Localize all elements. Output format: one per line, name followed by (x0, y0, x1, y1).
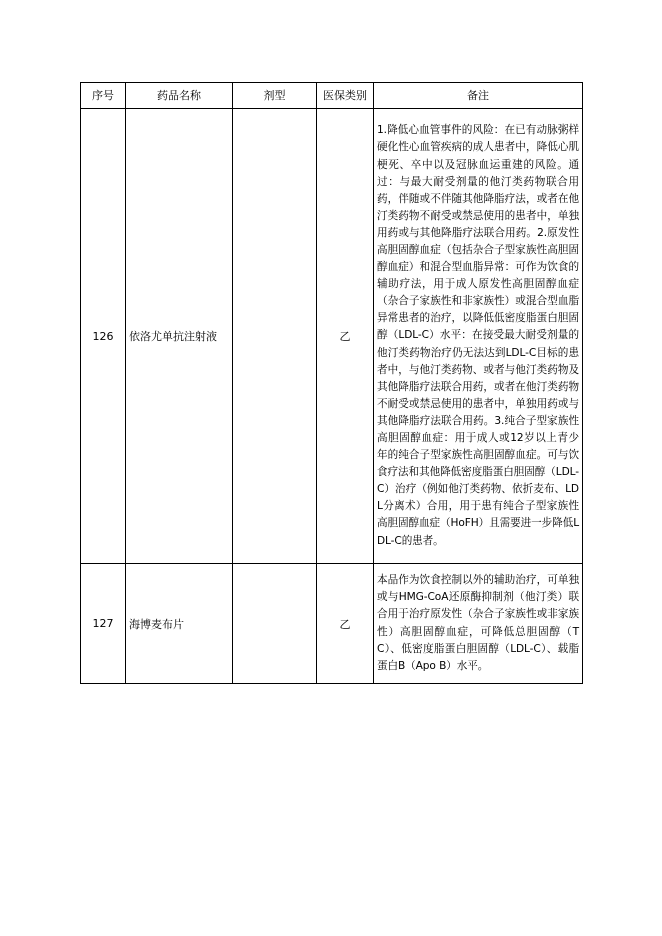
table-header-row (81, 83, 583, 109)
cell-insurance: 乙 (317, 564, 374, 684)
cell-num: 126 (81, 109, 126, 564)
cell-note: 本品作为饮食控制以外的辅助治疗，可单独或与HMG-CoA还原酶抑制剂（他汀类）联合用于治疗原发性（杂合子家族性或非家族性）高胆固醇血症，可降低总胆固醇（TC）、低密度脂蛋白胆固醇（LDL-C）、载脂蛋白B（Apo B）水平。 (374, 564, 583, 684)
drug-table (80, 82, 583, 684)
cell-num: 127 (81, 564, 126, 684)
cell-form (233, 564, 317, 684)
header-name: 药品名称 (126, 83, 233, 109)
cell-insurance: 乙 (317, 109, 374, 564)
header-form: 剂型 (233, 83, 317, 109)
header-insurance: 医保类别 (317, 83, 374, 109)
header-note: 备注 (374, 83, 583, 109)
cell-name: 海博麦布片 (126, 564, 233, 684)
table-row (81, 564, 583, 684)
cell-form (233, 109, 317, 564)
table-row (81, 109, 583, 564)
cell-name: 依洛尤单抗注射液 (126, 109, 233, 564)
cell-note: 1.降低心血管事件的风险：在已有动脉粥样硬化性心血管疾病的成人患者中，降低心肌梗死、卒中以及冠脉血运重建的风险。通过：与最大耐受剂量的他汀类药物联合用药，伴随或不伴随其他降脂疗法，或者在他汀类药物不耐受或禁忌使用的患者中，单独用药或与其他降脂疗法联合用药。2.原发性高胆固醇血症（包括杂合子型家族性高胆固醇血症）和混合型血脂异常：可作为饮食的辅助疗法，用于成人原发性高胆固醇血症（杂合子家族性和非家族性）或混合型血脂异常患者的治疗，以降低低密度脂蛋白胆固醇（LDL-C）水平：在接受最大耐受剂量的他汀类药物治疗仍无法达到LDL-C目标的患者中，与他汀类药物、或者与他汀类药物及其他降脂疗法联合用药，或者在他汀类药物不耐受或禁忌使用的患者中，单独用药或与其他降脂疗法联合用药。3.纯合子型家族性高胆固醇血症：用于成人或12岁以上青少年的纯合子型家族性高胆固醇血症。可与饮食疗法和其他降低密度脂蛋白胆固醇（LDL-C）治疗（例如他汀类药物、依折麦布、LDL分离术）合用，用于患有纯合子型家族性高胆固醇血症（HoFH）且需要进一步降低LDL-C的患者。 (374, 109, 583, 564)
header-num: 序号 (81, 83, 126, 109)
